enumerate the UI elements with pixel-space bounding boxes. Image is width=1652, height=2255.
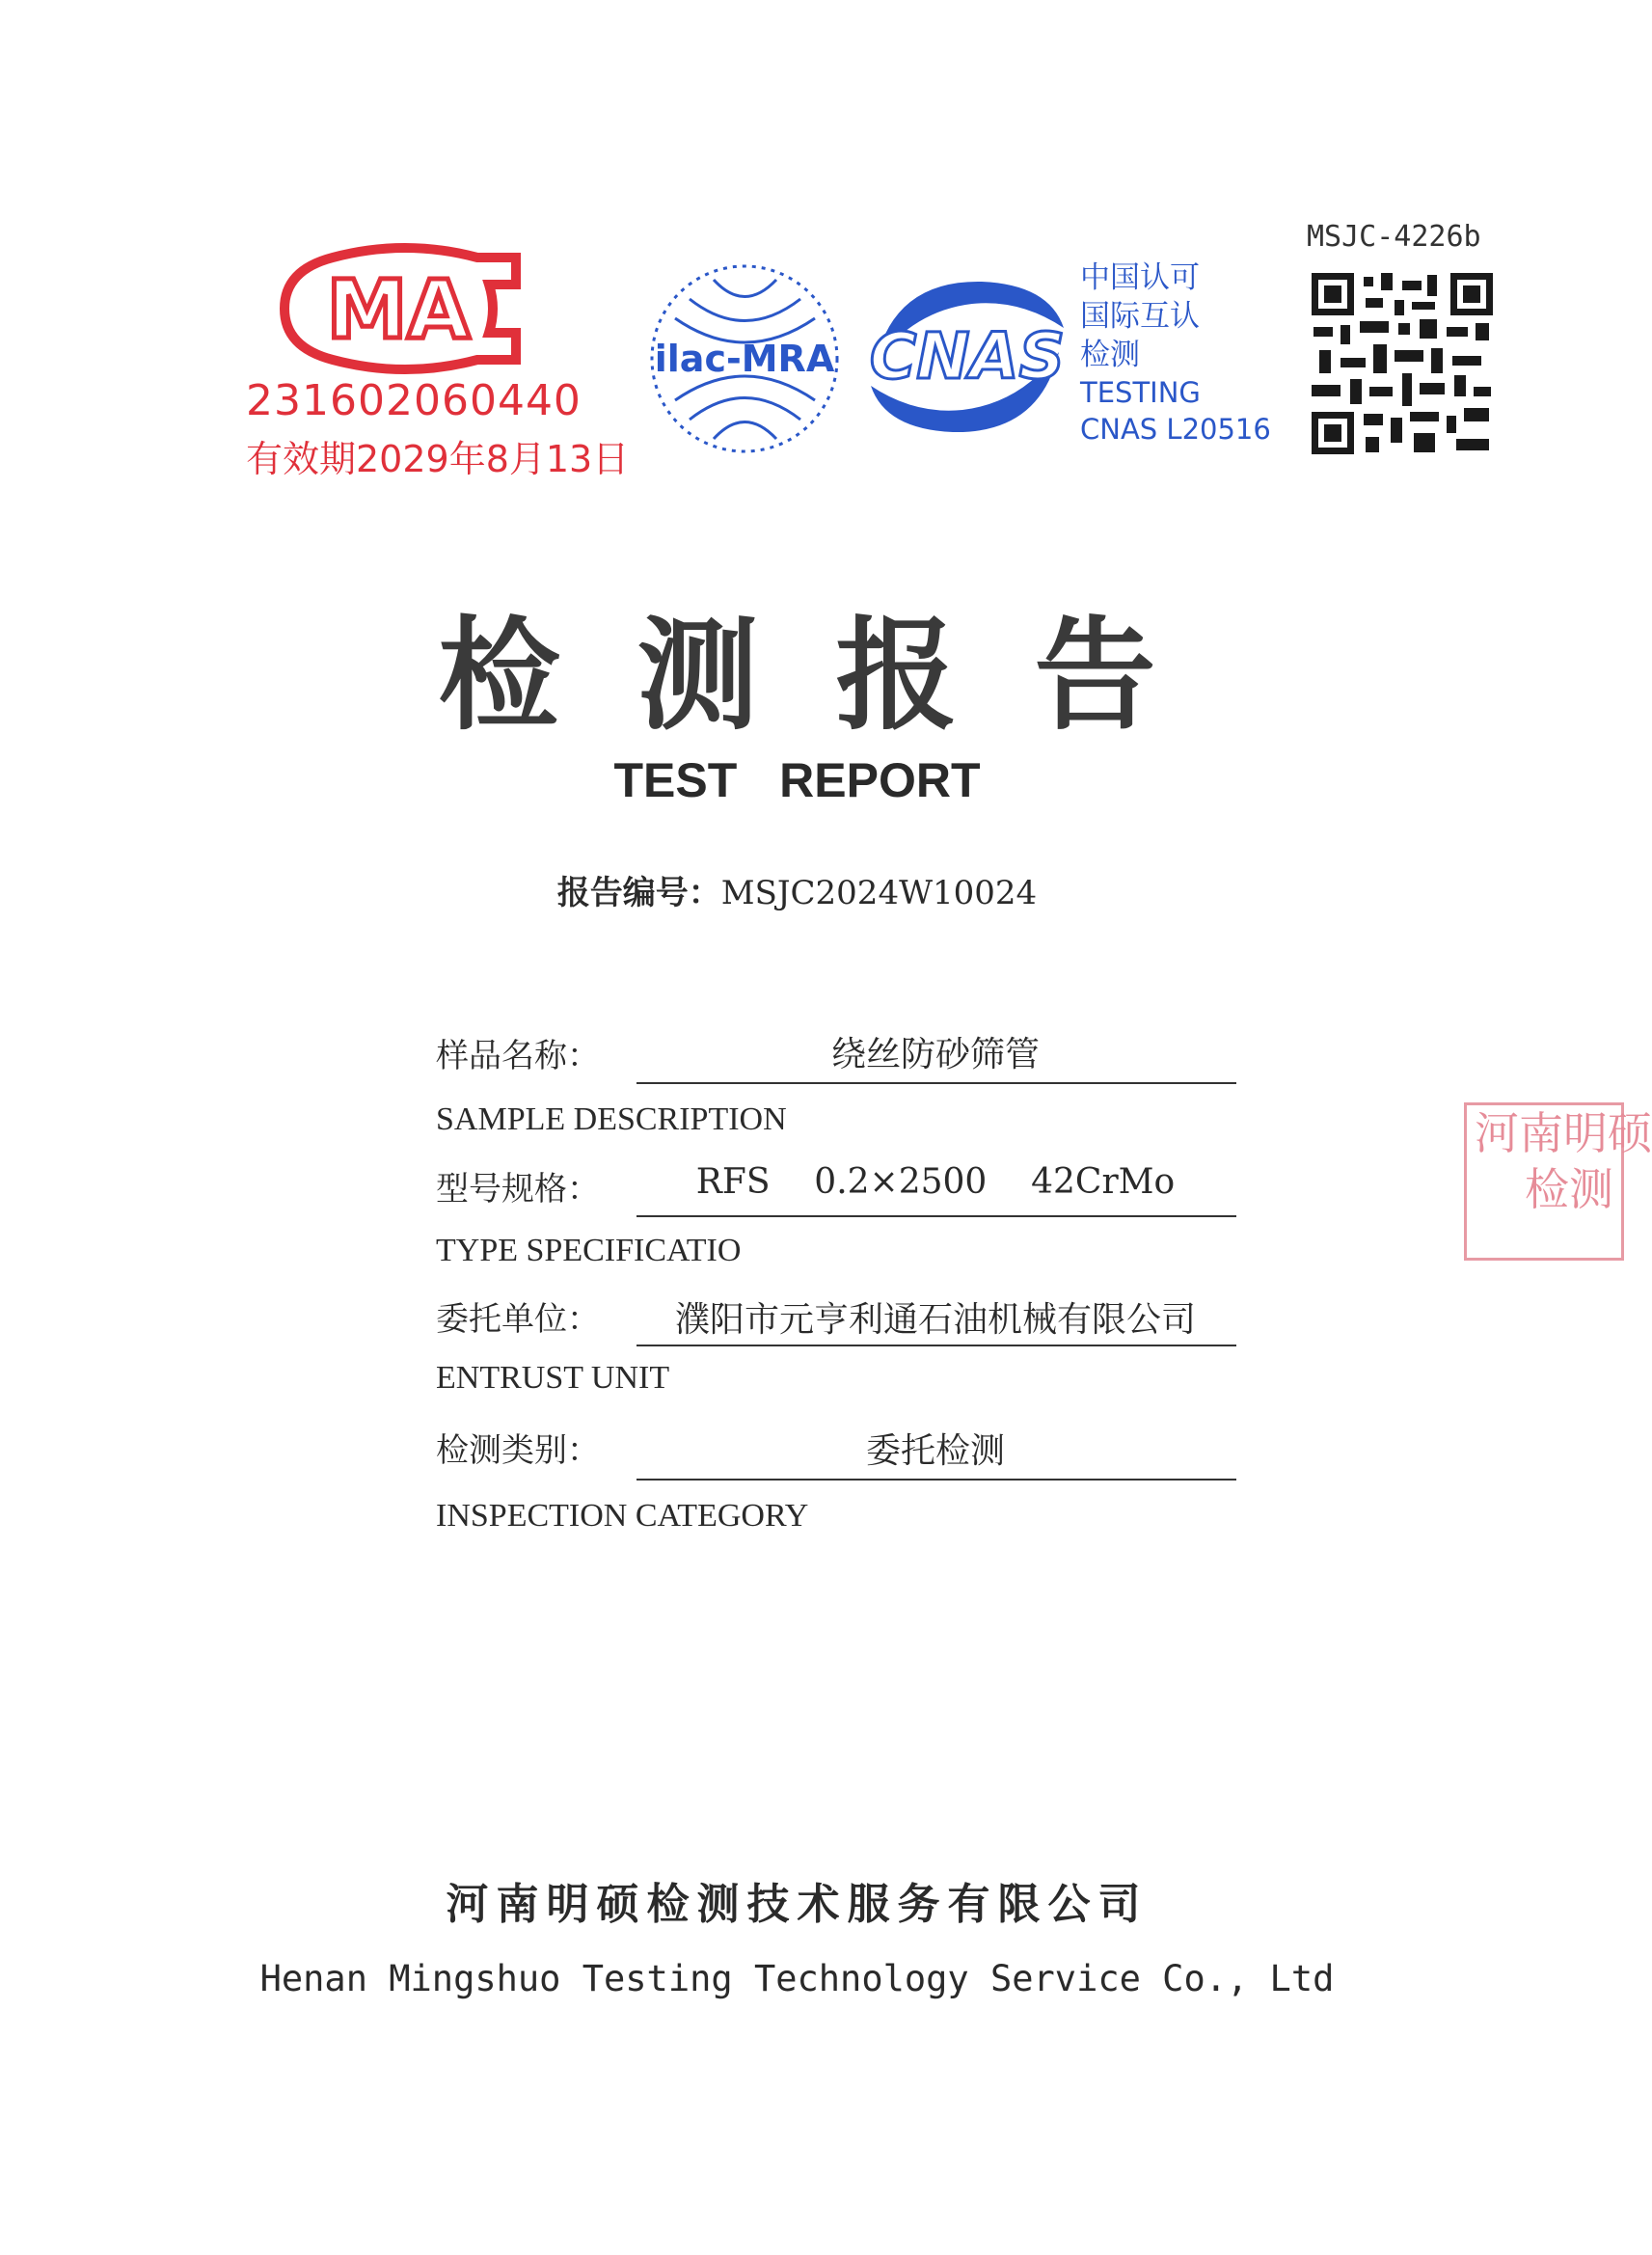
svg-text:MA: MA xyxy=(326,262,471,357)
company-name-cn: 河南明硕检测技术服务有限公司 xyxy=(446,1880,1149,1929)
field-sample-underline xyxy=(636,1082,1236,1084)
field-sample-label: 样品名称： xyxy=(436,1037,600,1075)
qr-code-icon xyxy=(1312,273,1493,454)
report-number xyxy=(0,866,1594,913)
cma-logo-icon xyxy=(275,246,535,371)
company-name-en: Henan Mingshuo Testing Technology Service Co., Ltd xyxy=(259,1958,1335,1999)
field-type-label: 型号规格： xyxy=(436,1170,600,1209)
field-entrust-label: 委托单位： xyxy=(436,1300,600,1339)
cma-seal xyxy=(246,246,630,482)
report-title-en: TEST REPORT xyxy=(613,753,981,807)
field-entrust-sublabel: ENTRUST UNIT xyxy=(436,1360,670,1396)
side-stamp-line1: 河南明硕 xyxy=(1475,1107,1652,1159)
field-category-underline xyxy=(636,1479,1236,1481)
cnas-line-cn2: 国际互认 xyxy=(1080,299,1200,334)
field-type-underline xyxy=(636,1215,1236,1217)
field-sample-sublabel: SAMPLE DESCRIPTION xyxy=(436,1101,787,1137)
cnas-line-testing: TESTING xyxy=(1080,376,1201,409)
field-entrust-value: 濮阳市元亨利通石油机械有限公司 xyxy=(674,1300,1196,1340)
svg-text:CNAS: CNAS xyxy=(869,319,1066,394)
field-category-value: 委托检测 xyxy=(865,1431,1005,1471)
cnas-swoosh-icon xyxy=(856,270,1078,444)
report-number-label: 报告编号： xyxy=(556,874,721,912)
cnas-line-code: CNAS L20516 xyxy=(1080,413,1271,446)
field-category-label: 检测类别： xyxy=(436,1431,600,1470)
cma-validity: 有效期2029年8月13日 xyxy=(246,438,630,480)
report-number-value: MSJC2024W10024 xyxy=(720,874,1038,912)
field-category-sublabel: INSPECTION CATEGORY xyxy=(436,1498,809,1534)
cnas-line-cn3: 检测 xyxy=(1080,338,1140,372)
svg-text:ilac-MRA: ilac-MRA xyxy=(654,338,835,380)
cnas-logo xyxy=(856,270,1078,444)
report-title-cn: 检测报告 xyxy=(438,605,1233,747)
field-type-sublabel: TYPE SPECIFICATIO xyxy=(436,1233,742,1268)
side-stamp xyxy=(1464,1102,1652,1261)
cma-cert-number: 231602060440 xyxy=(246,376,582,425)
field-type-value: RFS 0.2×2500 42CrMo xyxy=(695,1162,1176,1202)
document-code: MSJC-4226b xyxy=(1307,220,1481,254)
ilac-globe-icon xyxy=(646,260,844,458)
cnas-line-cn1: 中国认可 xyxy=(1080,260,1200,295)
field-sample-value: 绕丝防砂筛管 xyxy=(830,1035,1040,1074)
side-stamp-line2: 检测 xyxy=(1525,1163,1613,1215)
field-entrust-underline xyxy=(636,1345,1236,1346)
qr-code xyxy=(1312,273,1493,454)
ilac-mra-logo xyxy=(646,260,844,458)
cnas-text-block xyxy=(1080,258,1271,448)
